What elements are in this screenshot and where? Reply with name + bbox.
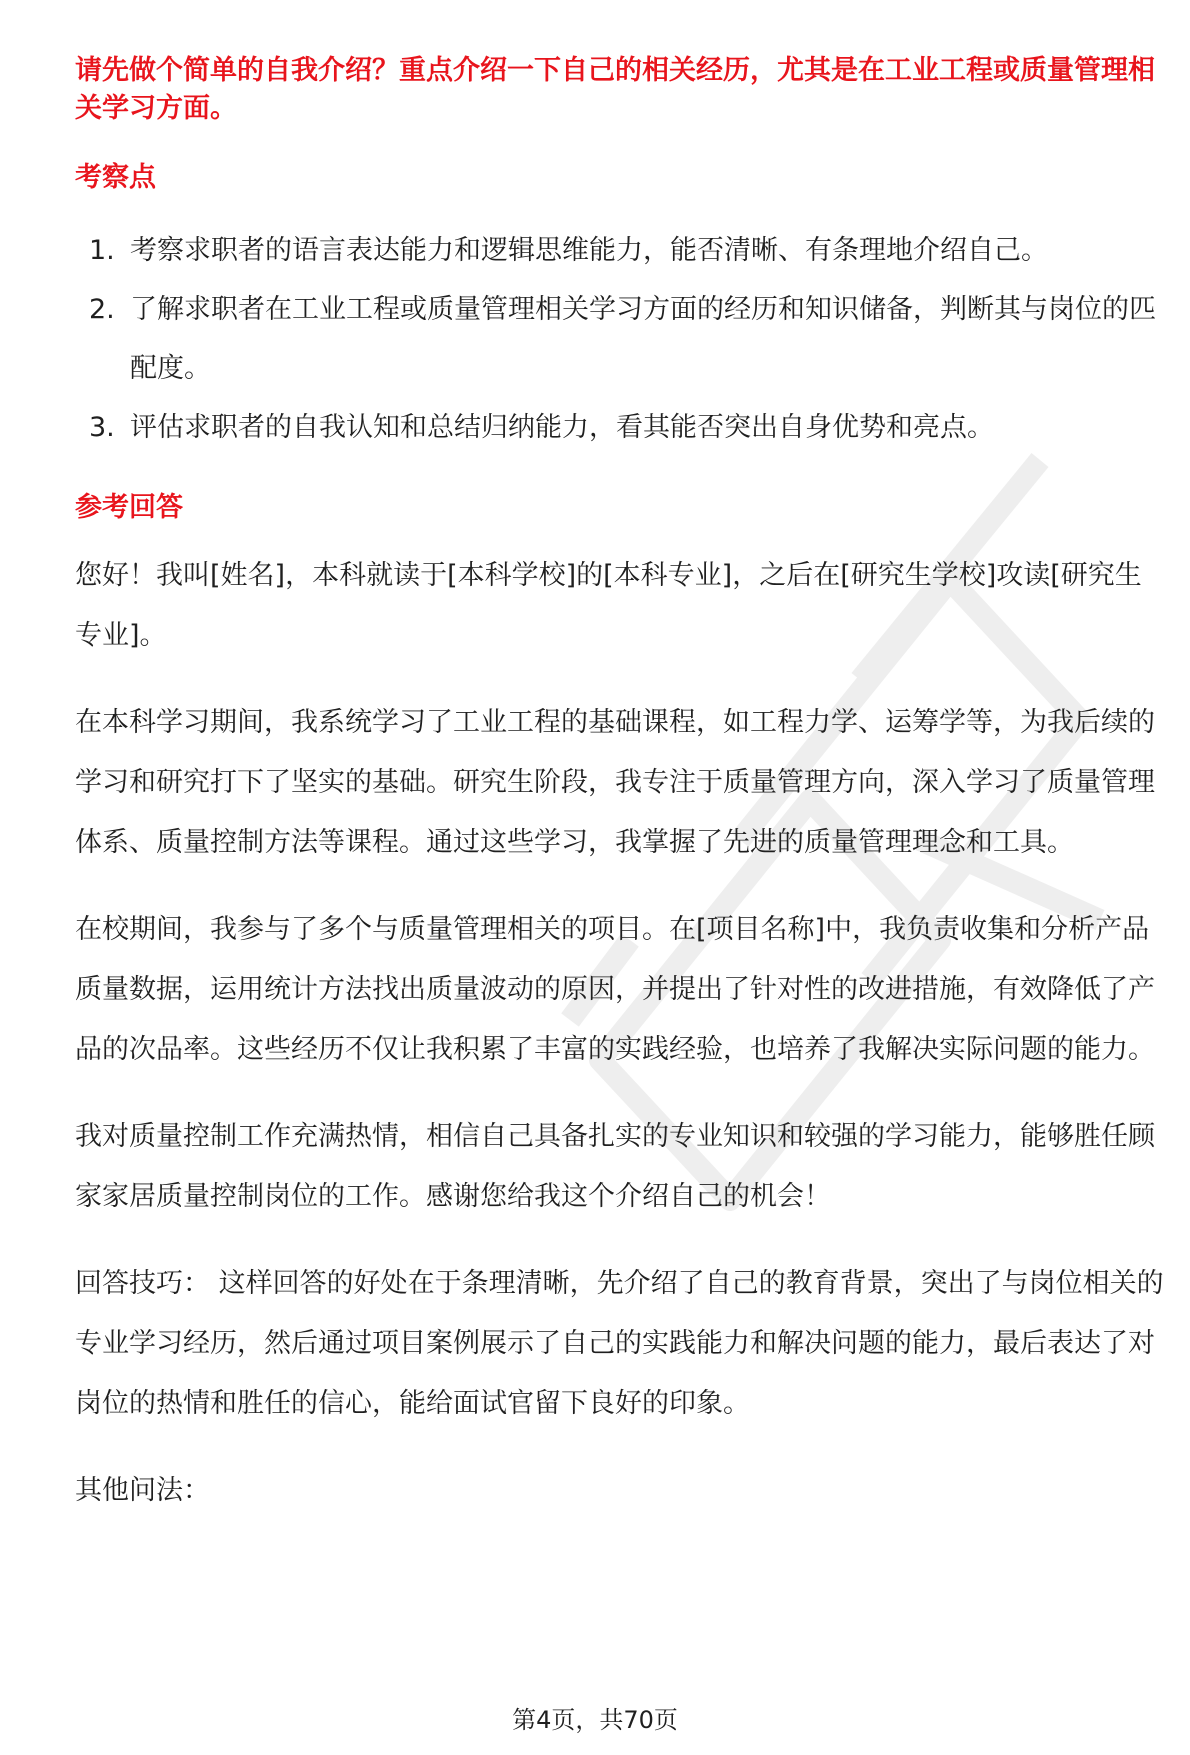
answer-paragraph: 您好！我叫[姓名]，本科就读于[本科学校]的[本科专业]，之后在[研究生学校]攻读[研究生专业]。 [75,560,1142,651]
list-item-text: 评估求职者的自我认知和总结归纳能力，看其能否突出自身优势和亮点。 [130,412,994,443]
tips-paragraph: 回答技巧： 这样回答的好处在于条理清晰，先介绍了自己的教育背景，突出了与岗位相关的专业学习经历，然后通过项目案例展示了自己的实践能力和解决问题的能力，最后表达了对岗位的热情和胜任的信心，能给面试官留下良好的印象。 [75,1268,1164,1419]
answer-paragraph: 在校期间，我参与了多个与质量管理相关的项目。在[项目名称]中，我负责收集和分析产品质量数据，运用统计方法找出质量波动的原因，并提出了针对性的改进措施，有效降低了产品的次品率。这些经历不仅让我积累了丰富的实践经验，也培养了我解决实际问题的能力。 [75,914,1155,1065]
list-item [75,221,1165,280]
page-number-footer: 第4页，共70页 [512,1706,678,1734]
answer-title: 参考回答 [75,492,183,523]
list-item [75,398,1165,457]
points-title: 考察点 [75,162,156,193]
answer-paragraph: 在本科学习期间，我系统学习了工业工程的基础课程，如工程力学、运筹学等，为我后续的学习和研究打下了坚实的基础。研究生阶段，我专注于质量管理方向，深入学习了质量管理体系、质量控制方法等课程。通过这些学习，我掌握了先进的质量管理理念和工具。 [75,707,1155,858]
list-item-text: 考察求职者的语言表达能力和逻辑思维能力，能否清晰、有条理地介绍自己。 [130,235,1048,266]
list-item [75,280,1165,398]
list-item-number: 2. [89,294,115,325]
list-item-text: 了解求职者在工业工程或质量管理相关学习方面的经历和知识储备，判断其与岗位的匹配度。 [130,294,1156,384]
answer-paragraph: 我对质量控制工作充满热情，相信自己具备扎实的专业知识和较强的学习能力，能够胜任顾家家居质量控制岗位的工作。感谢您给我这个介绍自己的机会！ [75,1121,1155,1212]
document-page [75,52,1165,1548]
list-item-number: 3. [89,412,115,443]
list-item-number: 1. [89,235,115,266]
other-questions-label: 其他问法： [75,1475,210,1506]
points-list [75,221,1165,457]
question-heading: 请先做个简单的自我介绍？重点介绍一下自己的相关经历，尤其是在工业工程或质量管理相关学习方面。 [75,55,1155,124]
